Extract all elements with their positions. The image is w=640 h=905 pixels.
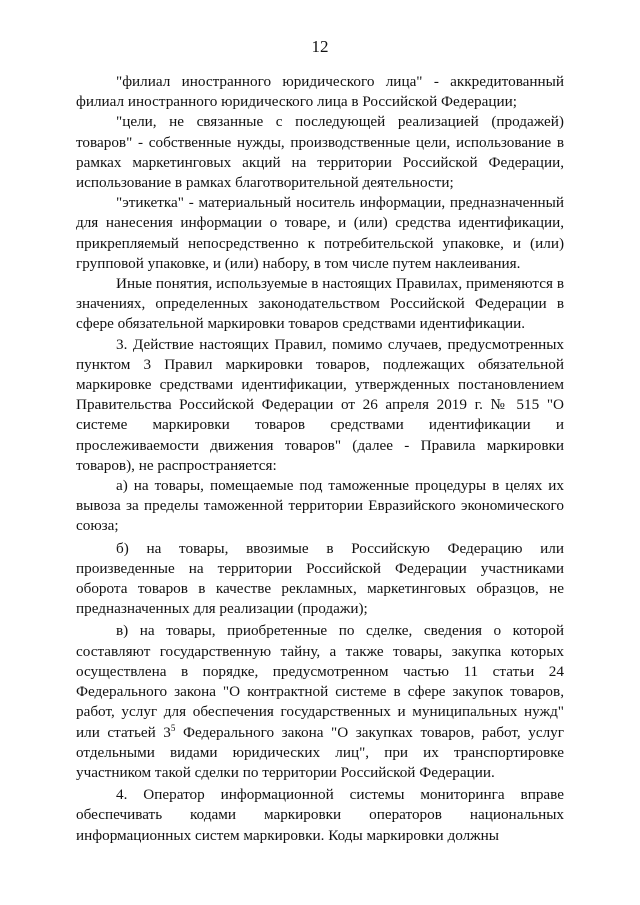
- paragraph-clause-3-v-part2: Федерального закона "О закупках товаров, работ, услуг отдельными видами юридических лиц", при их транспортировке участником такой сделки по территории Российской Федерации.: [76, 723, 564, 781]
- paragraph-clause-3-v-part1: в) на товары, приобретенные по сделке, сведения о которой составляют государственную тайну, а также товары, закупка которых осуществлена в порядке, предусмотренном частью 11 статьи 24 Федерального закона "О контрактной системе в сфере закупок товаров, работ, услуг для обеспечения государственных и муниципальных нужд" или статьей 3: [76, 622, 564, 741]
- paragraph-definition-non-sale-purposes: "цели, не связанные с последующей реализацией (продажей) товаров" - собственные нужды, производственные цели, использование в рамках маркетинговых акций на территории Российской Федерации, использование в рамках благотворительной деятельности;: [76, 113, 564, 192]
- paragraph-clause-4: 4. Оператор информационной системы мониторинга вправе обеспечивать кодами маркировки операторов национальных информационных систем маркировки. Коды маркировки должны: [76, 786, 564, 844]
- superscript-article-number: 5: [170, 722, 176, 733]
- paragraph-clause-3-a: а) на товары, помещаемые под таможенные процедуры в целях их вывоза за пределы таможенной территории Евразийского экономического союза;: [76, 477, 564, 535]
- paragraph-definition-branch: "филиал иностранного юридического лица" - аккредитованный филиал иностранного юридического лица в Российской Федерации;: [76, 73, 564, 111]
- page-number: 12: [311, 37, 329, 56]
- document-body: [76, 72, 564, 846]
- paragraph-other-terms: Иные понятия, используемые в настоящих Правилах, применяются в значениях, определенных законодательством Российской Федерации в сфере обязательной маркировки товаров средствами идентификации.: [76, 275, 564, 333]
- paragraph-clause-3-b: б) на товары, ввозимые в Российскую Федерацию или произведенные на территории Российской Федерации участниками оборота товаров в качестве рекламных, маркетинговых образцов, не предназначенных для реализации (продажи);: [76, 539, 564, 618]
- paragraph-clause-3: 3. Действие настоящих Правил, помимо случаев, предусмотренных пунктом 3 Правил маркировки товаров, подлежащих обязательной маркировке средствами идентификации, утвержденных постановлением Правительства Российской Федерации от 26 апреля 2019 г. № 515 "О системе маркировки товаров средствами идентификации и прослеживаемости движения товаров" (далее - Правила маркировки товаров), не распространяется:: [76, 335, 564, 474]
- paragraph-definition-label: "этикетка" - материальный носитель информации, предназначенный для нанесения информации о товаре, и (или) средства идентификации, прикрепляемый непосредственно к потребительской упаковке, и (или) групповой упаковке, и (или) набору, в том числе путем наклеивания.: [76, 194, 564, 272]
- paragraph-clause-3-v: [76, 621, 564, 783]
